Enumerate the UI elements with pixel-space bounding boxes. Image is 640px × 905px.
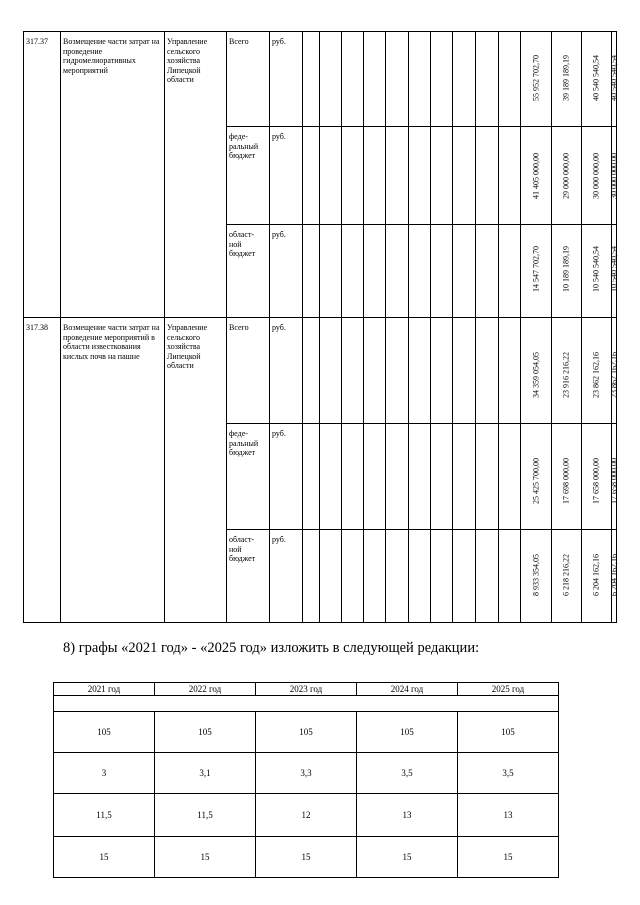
unit-label: руб. — [272, 535, 286, 544]
value-cell: 15 — [155, 837, 256, 878]
amount-value: 6 204 162,16 — [609, 554, 619, 596]
grid-line — [363, 31, 364, 623]
table-row — [54, 712, 559, 753]
header-row — [54, 683, 559, 696]
table-row — [54, 753, 559, 794]
grid-line — [498, 31, 499, 623]
grid-line — [341, 31, 342, 623]
value-cell: 3,5 — [357, 753, 458, 794]
grid-line — [60, 31, 61, 623]
grid-line — [430, 31, 431, 623]
budget-table — [23, 31, 617, 623]
empty-cell — [54, 696, 559, 712]
value-cell: 15 — [256, 837, 357, 878]
value-cell: 3 — [54, 753, 155, 794]
funding-source: Всего — [229, 323, 249, 332]
values-table — [53, 682, 559, 878]
funding-source: Всего — [229, 37, 249, 46]
value-cell: 15 — [357, 837, 458, 878]
value-cell: 3,1 — [155, 753, 256, 794]
header-cell: 2023 год — [256, 683, 357, 696]
measure-name: Возмещение части затрат на проведение гидромелиоративных мероприятий — [63, 37, 160, 75]
value-cell: 105 — [458, 712, 559, 753]
header-cell: 2022 год — [155, 683, 256, 696]
grid-line — [302, 31, 303, 623]
amount-value: 23 916 216,22 — [561, 352, 571, 398]
value-cell: 11,5 — [155, 794, 256, 837]
amount-value: 40 540 540,54 — [591, 55, 601, 101]
executor-name: Управление сельского хозяйства Липецкой области — [167, 323, 208, 370]
header-cell: 2024 год — [357, 683, 458, 696]
grid-line — [226, 126, 617, 127]
grid-line — [23, 622, 617, 623]
row-number: 317.38 — [26, 323, 48, 332]
grid-line — [385, 31, 386, 623]
amount-value: 41 405 000,00 — [531, 153, 540, 199]
unit-label: руб. — [272, 37, 286, 46]
grid-line — [452, 31, 453, 623]
amount-value: 10 540 540,54 — [591, 246, 601, 292]
value-cell: 105 — [54, 712, 155, 753]
amount-value: 10 540 540,54 — [609, 246, 619, 292]
amount-value: 30 000 000,00 — [609, 153, 619, 199]
unit-label: руб. — [272, 132, 286, 141]
grid-line — [226, 529, 617, 530]
amount-value: 17 658 000,00 — [591, 458, 601, 504]
amount-value: 23 862 162,16 — [591, 352, 601, 398]
grid-line — [581, 31, 582, 623]
grid-line — [408, 31, 409, 623]
grid-line — [164, 31, 165, 623]
executor-name: Управление сельского хозяйства Липецкой области — [167, 37, 208, 84]
grid-line — [319, 31, 320, 623]
funding-source: област- ной бюджет — [229, 535, 256, 563]
value-cell: 12 — [256, 794, 357, 837]
grid-line — [616, 31, 617, 623]
grid-line — [23, 317, 617, 318]
table-row — [54, 837, 559, 878]
amount-value: 40 540 540,54 — [609, 55, 619, 101]
funding-source: феде- ральный бюджет — [229, 132, 259, 160]
funding-source: област- ной бюджет — [229, 230, 256, 258]
value-cell: 11,5 — [54, 794, 155, 837]
value-cell: 13 — [357, 794, 458, 837]
value-cell: 3,3 — [256, 753, 357, 794]
value-cell: 15 — [54, 837, 155, 878]
amount-value: 10 189 189,19 — [561, 246, 571, 292]
amount-value: 6 218 216,22 — [561, 554, 571, 596]
row-number: 317.37 — [26, 37, 48, 46]
amount-value: 23 862 162,16 — [609, 352, 619, 398]
grid-line — [226, 423, 617, 424]
header-cell: 2021 год — [54, 683, 155, 696]
amount-value: 39 189 189,19 — [561, 55, 571, 101]
value-cell: 105 — [256, 712, 357, 753]
unit-label: руб. — [272, 429, 286, 438]
amount-value: 34 359 054,05 — [531, 352, 540, 398]
funding-source: феде- ральный бюджет — [229, 429, 259, 457]
table-row — [54, 794, 559, 837]
header-cell: 2025 год — [458, 683, 559, 696]
amount-value: 17 698 000,00 — [561, 458, 571, 504]
empty-row — [54, 696, 559, 712]
grid-line — [551, 31, 552, 623]
amount-value: 14 547 702,70 — [531, 246, 540, 292]
grid-line — [520, 31, 521, 623]
amount-value: 8 933 354,05 — [531, 554, 540, 596]
amount-value: 30 000 000,00 — [591, 153, 601, 199]
grid-line — [226, 224, 617, 225]
unit-label: руб. — [272, 323, 286, 332]
value-cell: 15 — [458, 837, 559, 878]
grid-line — [23, 31, 617, 32]
measure-name: Возмещение части затрат на проведение мероприятий в области известкования кислых почв на пашне — [63, 323, 160, 361]
value-cell: 3,5 — [458, 753, 559, 794]
amount-value: 55 952 702,70 — [531, 55, 540, 101]
amendment-instruction: 8) графы «2021 год» - «2025 год» изложить в следующей редакции: — [63, 640, 480, 656]
value-cell: 105 — [155, 712, 256, 753]
amount-value: 25 425 700,00 — [531, 458, 540, 504]
amount-value: 29 000 000,00 — [561, 153, 571, 199]
grid-line — [23, 31, 24, 623]
amount-value: 6 204 162,16 — [591, 554, 601, 596]
grid-line — [611, 31, 612, 623]
amount-value: 17 658 000,00 — [609, 458, 619, 504]
value-cell: 105 — [357, 712, 458, 753]
value-cell: 13 — [458, 794, 559, 837]
grid-line — [226, 31, 227, 623]
grid-line — [269, 31, 270, 623]
unit-label: руб. — [272, 230, 286, 239]
grid-line — [475, 31, 476, 623]
